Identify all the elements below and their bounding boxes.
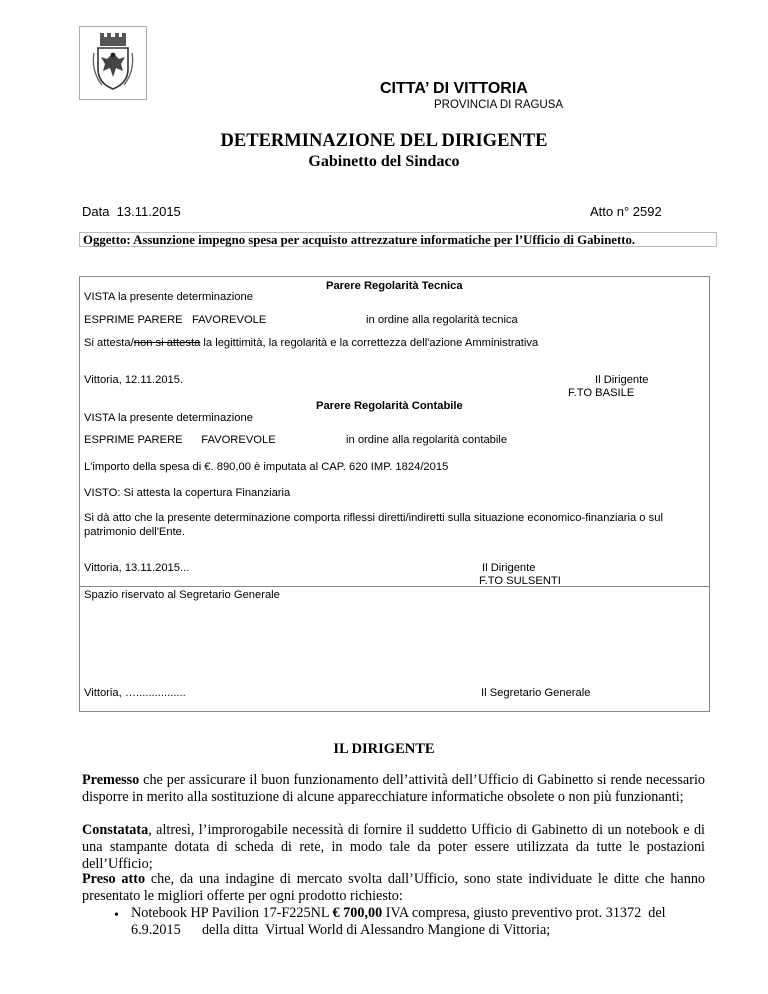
technical-attesta <box>84 337 538 349</box>
coat-of-arms-icon <box>88 31 138 93</box>
accounting-visto: VISTO: Si attesta la copertura Finanziaria <box>84 487 291 499</box>
accounting-riflessi-1: Si dà atto che la presente determinazione comporta riflessi diretti/indiretti sulla situazione economico-finanziaria o sul <box>84 512 663 524</box>
secretary-label: Spazio riservato al Segretario Generale <box>84 589 280 601</box>
bullet-item-product: Notebook HP Pavilion 17-F225NL <box>131 905 333 921</box>
paragraph-preso-atto <box>82 871 705 905</box>
panel-divider <box>80 586 709 587</box>
paragraph-premesso <box>82 772 705 806</box>
bullet-marker: • <box>114 908 119 923</box>
technical-place-date: Vittoria, 12.11.2015. <box>84 374 184 386</box>
paragraph-constatata <box>82 822 705 873</box>
constatata-text: , altresì, l’improrogabile necessità di fornire il suddetto Ufficio di Gabinetto di un notebook e di una stampante dotata di scheda di rete, in modo tale da poter essere utilizzata da tutte le postazioni dell’Ufficio; <box>82 822 705 872</box>
preso-lead: Preso atto <box>82 871 146 887</box>
constatata-lead: Constatata <box>82 822 149 838</box>
accounting-signer-title: Il Dirigente <box>482 562 536 574</box>
document-date: Data 13.11.2015 <box>82 204 181 219</box>
opinions-panel <box>79 276 710 712</box>
act-number: Atto n° 2592 <box>590 204 662 219</box>
province-name: PROVINCIA DI RAGUSA <box>434 99 564 111</box>
secretary-place-date: Vittoria, …................ <box>84 687 186 699</box>
technical-signer-name: F.TO BASILE <box>568 387 635 399</box>
accounting-importo: L'importo della spesa di €. 890,00 è imputata al CAP. 620 IMP. 1824/2015 <box>84 461 449 473</box>
technical-heading: Parere Regolarità Tecnica <box>326 280 463 292</box>
accounting-place-date: Vittoria, 13.11.2015... <box>84 562 190 574</box>
attesta-text: Si attesta/ <box>84 337 134 349</box>
premesso-lead: Premesso <box>82 772 140 788</box>
section-heading: IL DIRIGENTE <box>333 741 435 757</box>
accounting-riflessi-2: patrimonio dell'Ente. <box>84 526 186 538</box>
technical-ordine: in ordine alla regolarità tecnica <box>366 314 518 326</box>
technical-esprime: ESPRIME PARERE FAVOREVOLE <box>84 314 267 326</box>
accounting-esprime: ESPRIME PARERE FAVOREVOLE <box>84 434 276 446</box>
technical-vista: VISTA la presente determinazione <box>84 291 253 303</box>
preso-text: che, da una indagine di mercato svolta dall’Ufficio, sono state individuate le ditte che hanno presentato le migliori offerte per ogni prodotto richiesto: <box>82 871 706 904</box>
accounting-signer-name: F.TO SULSENTI <box>479 575 561 587</box>
city-name: CITTA’ DI VITTORIA <box>380 80 528 97</box>
attesta-struck-text: non si attesta <box>133 337 201 349</box>
technical-signer-title: Il Dirigente <box>595 374 649 386</box>
accounting-ordine: in ordine alla regolarità contabile <box>346 434 508 446</box>
bullet-item-price: € 700,00 <box>332 905 383 921</box>
secretary-signer: Il Segretario Generale <box>481 687 591 699</box>
document-title: DETERMINAZIONE DEL DIRIGENTE <box>220 131 548 151</box>
subject-box: Oggetto: Assunzione impegno spesa per acquisto attrezzature informatiche per l’Ufficio di Gabinetto. <box>79 232 717 247</box>
accounting-heading: Parere Regolarità Contabile <box>316 400 463 412</box>
document-subtitle: Gabinetto del Sindaco <box>308 153 460 170</box>
crest-frame <box>79 26 147 100</box>
bullet-item-rest: IVA compresa, giusto preventivo prot. 31372 del 6.9.2015 della ditta Virtual World di Alessandro Mangione di Vittoria; <box>131 905 670 938</box>
attesta-rest: la legittimità, la regolarità e la correttezza dell'azione Amministrativa <box>200 337 539 349</box>
accounting-vista: VISTA la presente determinazione <box>84 412 253 424</box>
bullet-item <box>131 905 705 939</box>
premesso-text: che per assicurare il buon funzionamento dell’attività dell’Ufficio di Gabinetto si rende necessario disporre in merito alla sostituzione di alcune apparecchiature informatiche obsolete o non più funzionanti; <box>82 772 705 805</box>
